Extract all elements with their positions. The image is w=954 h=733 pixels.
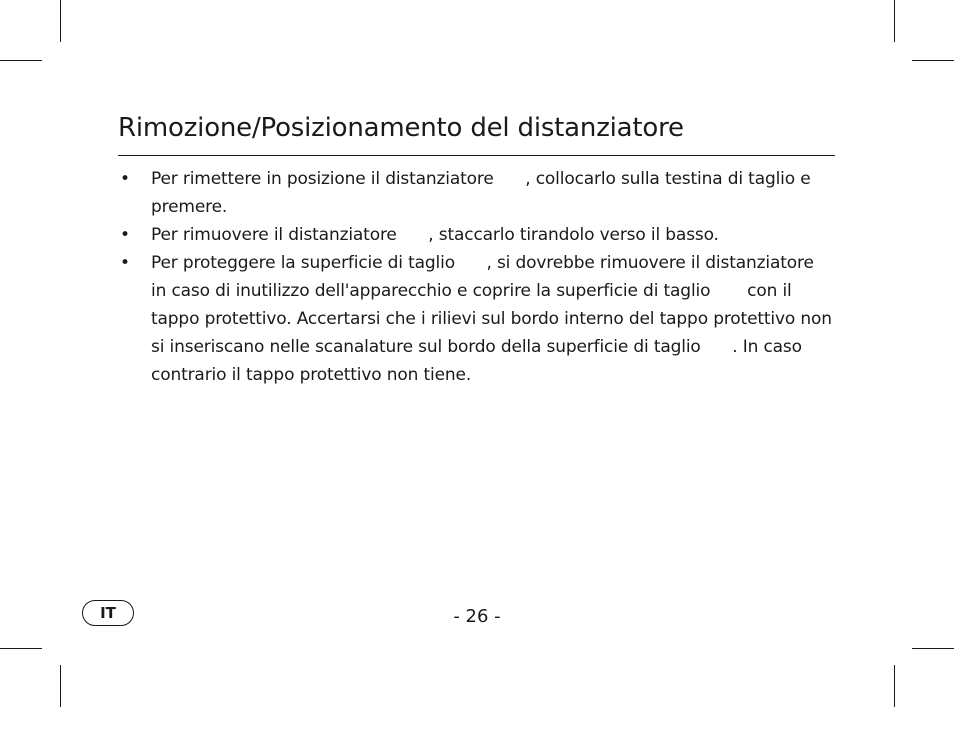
instruction-list	[118, 165, 851, 389]
crop-mark	[0, 60, 42, 61]
section-title: Rimozione/Posizionamento del distanziatore	[118, 113, 684, 143]
bullet-icon: •	[120, 225, 130, 245]
language-badge: IT	[82, 600, 134, 626]
instruction-item	[118, 221, 843, 249]
crop-mark	[0, 648, 42, 649]
instruction-item	[118, 165, 843, 221]
crop-mark	[60, 0, 61, 42]
instruction-text: Per proteggere la superficie di taglio , si dovrebbe rimuovere il distanziatore in caso di inutilizzo dell'apparecchio e coprire la superficie di taglio con il tappo protettivo. Accertarsi che i rilievi sul bordo interno del tappo protettivo non si inseriscano nelle scanalature sul bordo della superficie di taglio . In caso contrario il tappo protettivo non tiene.	[151, 253, 851, 385]
crop-mark	[894, 665, 895, 707]
instruction-text: Per rimettere in posizione il distanziatore , collocarlo sulla testina di taglio e premere.	[151, 169, 816, 217]
instruction-item	[118, 249, 851, 389]
page-number: - 26 -	[453, 606, 501, 627]
crop-mark	[60, 665, 61, 707]
title-underline	[118, 155, 835, 156]
instruction-text: Per rimuovere il distanziatore , staccarlo tirandolo verso il basso.	[151, 225, 719, 245]
bullet-icon: •	[120, 253, 130, 273]
crop-mark	[912, 648, 954, 649]
crop-mark	[912, 60, 954, 61]
bullet-icon: •	[120, 169, 130, 189]
crop-mark	[894, 0, 895, 42]
